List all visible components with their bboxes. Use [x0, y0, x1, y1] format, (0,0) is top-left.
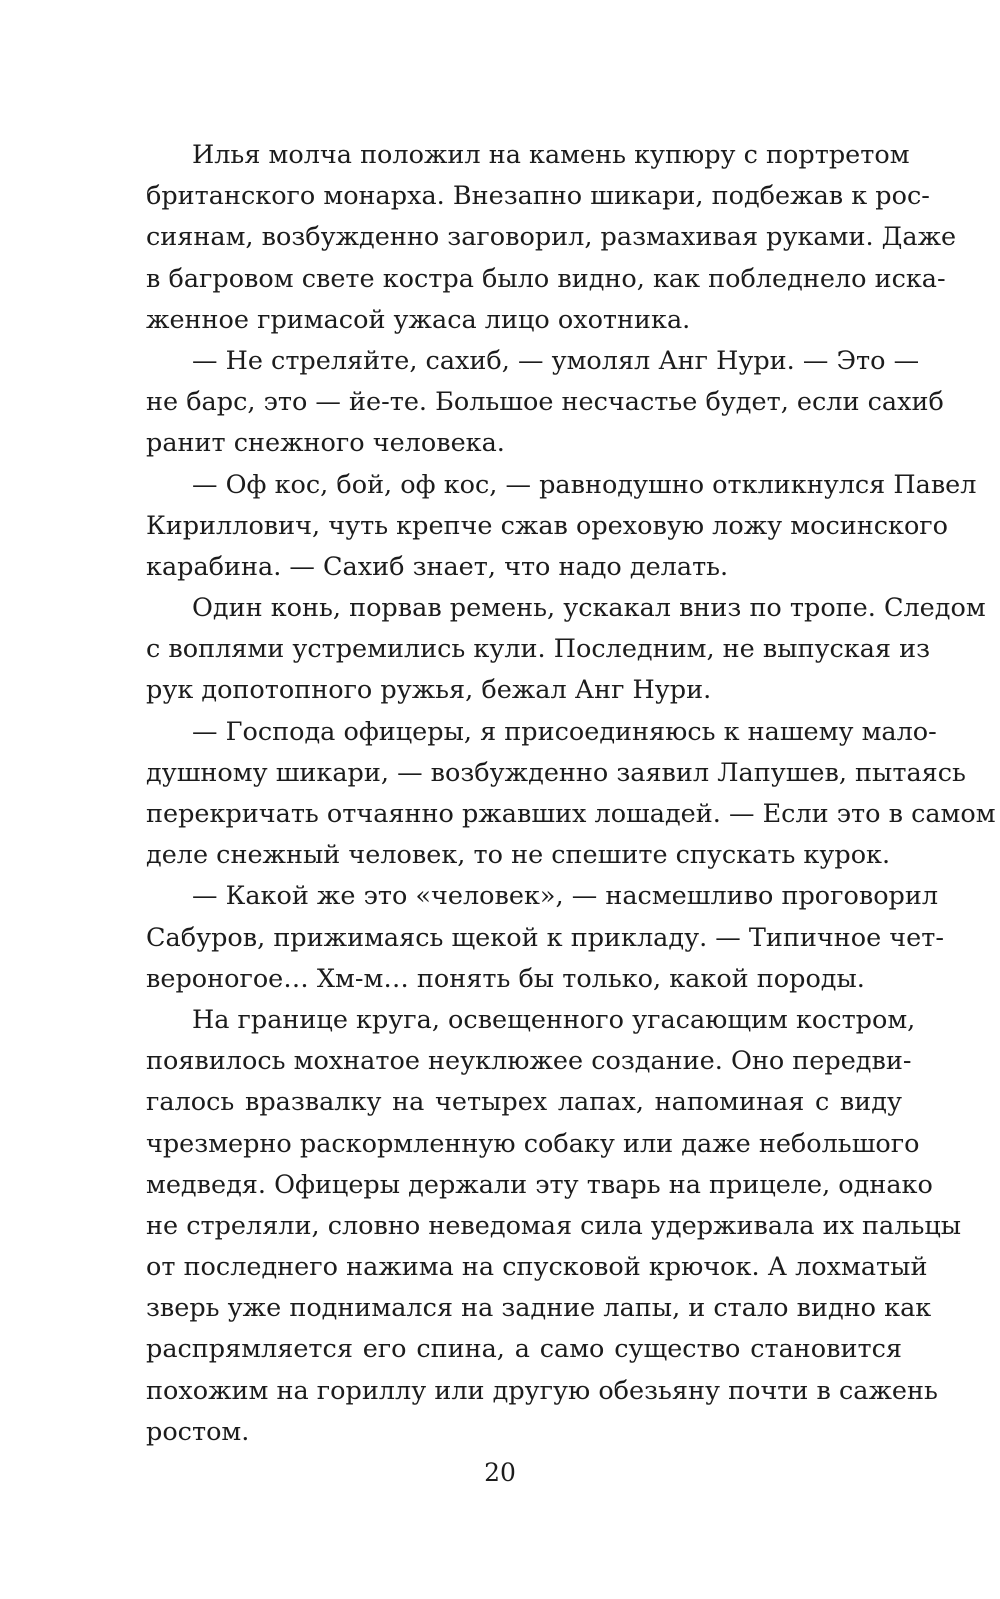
paragraph — [146, 465, 977, 589]
text-line: перекричать отчаянно ржавших лошадей. — Если это в самом — [146, 799, 996, 829]
text-line: чрезмерно раскормленную собаку или даже небольшого — [146, 1128, 920, 1159]
page-number: 20 — [484, 1458, 516, 1487]
text-line: Один конь, порвав ремень, ускакал вниз по тропе. Следом — [192, 593, 986, 624]
text-line: — Какой же это «человек», — насмешливо проговорил — [192, 881, 939, 912]
text-line: не барс, это — йе-те. Большое несчастье будет, если сахиб — [146, 387, 944, 418]
text-line: от последнего нажима на спусковой крючок. А лохматый — [146, 1252, 928, 1283]
paragraph — [146, 135, 957, 341]
text-line: появилось мохнатое неуклюжее создание. Оно передви- — [146, 1046, 912, 1077]
text-line: — Оф кос, бой, оф кос, — равнодушно откликнулся Павел — [192, 469, 977, 500]
text-line: Сабуров, прижимаясь щекой к прикладу. — Типичное чет- — [146, 922, 944, 953]
text-line: — Господа офицеры, я присоединяюсь к нашему мало- — [192, 716, 937, 747]
text-line: деле снежный человек, то не спешите спускать курок. — [146, 840, 891, 871]
text-line: галось вразвалку на четырех лапах, напоминая с виду — [146, 1087, 902, 1118]
text-line: Илья молча положил на камень купюру с портретом — [192, 140, 910, 170]
text-line: На границе круга, освещенного угасающим костром, — [192, 1004, 916, 1035]
text-line: зверь уже поднимался на задние лапы, и стало видно как — [146, 1293, 932, 1324]
text-line: с воплями устремились кули. Последним, не выпуская из — [146, 634, 931, 665]
text-line: медведя. Офицеры держали эту тварь на прицеле, однако — [146, 1169, 933, 1200]
paragraph — [146, 712, 996, 877]
text-line: женное гримасой ужаса лицо охотника. — [146, 304, 691, 335]
text-line: сиянам, возбужденно заговорил, размахивая руками. Даже — [146, 222, 957, 253]
paragraph — [146, 341, 944, 465]
text-line: распрямляется его спина, а само существо становится — [146, 1334, 902, 1365]
text-line: карабина. — Сахиб знает, что надо делать. — [146, 551, 729, 582]
paragraph — [146, 1000, 962, 1453]
text-line: похожим на гориллу или другую обезьяну почти в сажень — [146, 1375, 938, 1406]
text-line: — Не стреляйте, сахиб, — умолял Анг Нури. — Это — — [192, 345, 920, 376]
text-line: рук допотопного ружья, бежал Анг Нури. — [146, 675, 712, 706]
text-line: душному шикари, — возбужденно заявил Лапушев, пытаясь — [146, 757, 966, 788]
text-line: вероногое… Хм-м… понять бы только, какой породы. — [146, 963, 865, 994]
text-line: британского монарха. Внезапно шикари, подбежав к рос- — [146, 181, 930, 212]
body-text — [146, 135, 996, 1453]
text-line: Кириллович, чуть крепче сжав ореховую ложу мосинского — [146, 510, 949, 541]
text-line: ранит снежного человека. — [146, 428, 505, 459]
paragraph — [146, 588, 986, 712]
paragraph — [146, 876, 944, 1000]
text-line: не стреляли, словно неведомая сила удерживала их пальцы — [146, 1210, 962, 1241]
text-line: ростом. — [146, 1416, 250, 1447]
text-line: в багровом свете костра было видно, как побледнело иска- — [146, 263, 946, 294]
